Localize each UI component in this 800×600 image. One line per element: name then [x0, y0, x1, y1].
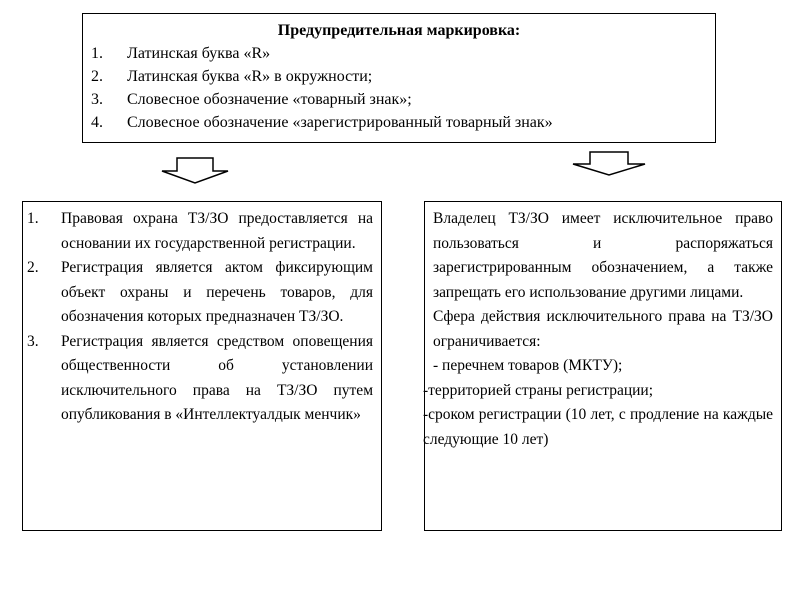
item-number: 4. [91, 114, 103, 131]
exclusive-rights-text [423, 207, 773, 452]
rights-limit-goods: - перечнем товаров (МКТУ); [433, 357, 623, 374]
item-number: 3. [27, 332, 39, 350]
rights-limit-territory: -территорией страны регистрации; [423, 381, 654, 399]
list-item [91, 88, 707, 111]
item-number: 1. [27, 210, 39, 227]
marking-list [91, 42, 707, 134]
down-arrow-left-icon [160, 157, 230, 185]
item-number: 2. [27, 259, 39, 276]
registration-list [27, 207, 373, 428]
list-item [27, 256, 373, 330]
list-item [91, 111, 707, 134]
down-arrow-right-icon [571, 151, 647, 177]
registration-box [22, 201, 382, 531]
item-text: Словесное обозначение «зарегистрированный товарный знак» [127, 114, 553, 131]
item-number: 1. [91, 45, 103, 62]
item-text: Словесное обозначение «товарный знак»; [127, 91, 412, 108]
item-text: Латинская буква «R» в окружности; [127, 68, 373, 85]
rights-intro: Владелец ТЗ/ЗО имеет исключительное право пользоваться и распоряжаться зарегистрированным обозначением, а также запрещать его использование другими лицами. [433, 210, 773, 301]
marking-title: Предупредительная маркировка: [277, 22, 521, 39]
item-text: Латинская буква «R» [127, 45, 271, 62]
list-item [27, 207, 373, 256]
item-text: Правовая охрана ТЗ/ЗО предоставляется на основании их государственной регистрации. [61, 210, 373, 252]
list-item [91, 65, 707, 88]
rights-limit-term: -сроком регистрации (10 лет, с продление на каждые следующие 10 лет) [423, 406, 773, 448]
item-number: 3. [91, 91, 103, 108]
rights-scope: Сфера действия исключительного права на ТЗ/ЗО ограничивается: [433, 308, 773, 350]
marking-box [82, 13, 716, 143]
exclusive-rights-box [424, 201, 782, 531]
item-text: Регистрация является средством оповещения общественности об установлении исключительного права на ТЗ/ЗО путем опубликования в «Интеллектуалдык менчик» [61, 332, 373, 423]
item-text: Регистрация является актом фиксирующим объект охраны и перечень товаров, для обозначения которых предназначен ТЗ/ЗО. [61, 259, 373, 325]
list-item [91, 42, 707, 65]
item-number: 2. [91, 68, 103, 85]
list-item [27, 330, 373, 428]
